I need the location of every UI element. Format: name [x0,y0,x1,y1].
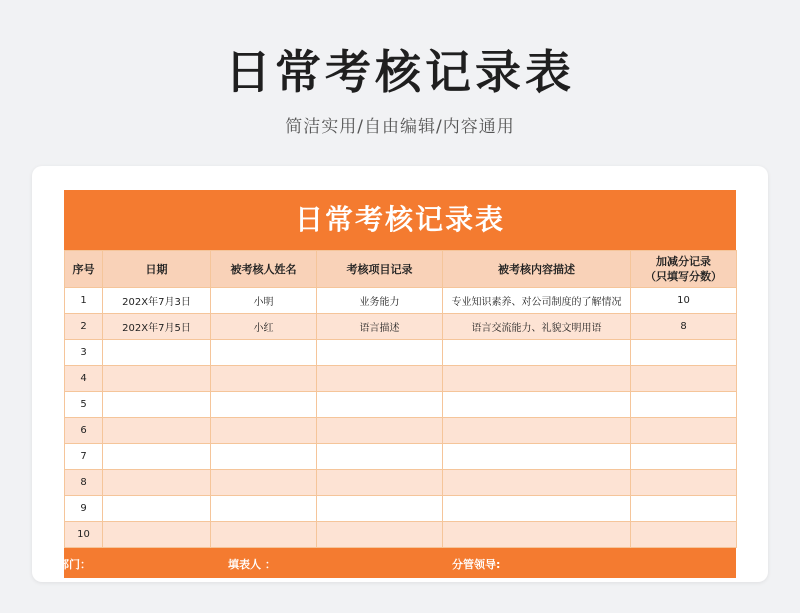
cell-description[interactable] [443,522,631,548]
cell-score[interactable] [631,392,737,418]
cell-date[interactable] [103,444,211,470]
cell-score[interactable] [631,444,737,470]
column-header-index: 序号 [65,251,103,288]
column-header-description: 被考核内容描述 [443,251,631,288]
table-row [65,366,737,392]
cell-description[interactable] [443,340,631,366]
cell-description[interactable] [443,496,631,522]
page-title: 日常考核记录表 [225,45,575,99]
cell-name[interactable] [211,522,317,548]
column-header-name: 被考核人姓名 [211,251,317,288]
cell-date[interactable] [103,522,211,548]
column-header-score: 加减分记录 （只填写分数） [631,251,737,288]
cell-score[interactable]: 8 [631,314,737,340]
footer-department-label: 部门： [58,558,91,571]
cell-description[interactable]: 语言交流能力、礼貌文明用语 [443,314,631,340]
cell-index[interactable]: 1 [65,288,103,314]
cell-item[interactable] [317,340,443,366]
cell-description[interactable] [443,366,631,392]
cell-item[interactable] [317,366,443,392]
cell-index[interactable]: 5 [65,392,103,418]
cell-date[interactable] [103,496,211,522]
page-subtitle: 简洁实用/自由编辑/内容通用 [285,117,515,137]
sheet-footer [58,548,736,578]
spreadsheet-preview [58,190,736,578]
table-row [65,496,737,522]
cell-index[interactable]: 2 [65,314,103,340]
cell-score[interactable] [631,470,737,496]
cell-description[interactable] [443,444,631,470]
table-row [65,314,737,340]
table-row [65,288,737,314]
cell-date[interactable] [103,392,211,418]
table-row [65,392,737,418]
column-header-item: 考核项目记录 [317,251,443,288]
table-row [65,340,737,366]
table-row [65,522,737,548]
cell-index[interactable]: 7 [65,444,103,470]
cell-name[interactable] [211,392,317,418]
cell-index[interactable]: 6 [65,418,103,444]
table-row [65,418,737,444]
cell-date[interactable]: 202X年7月3日 [103,288,211,314]
cell-score[interactable] [631,522,737,548]
cell-date[interactable] [103,340,211,366]
cell-score[interactable] [631,496,737,522]
sheet-banner-title: 日常考核记录表 [64,190,736,250]
cell-index[interactable]: 8 [65,470,103,496]
footer-supervisor-label: 分管领导: [452,558,501,571]
cell-score[interactable] [631,340,737,366]
cell-index[interactable]: 3 [65,340,103,366]
cell-item[interactable] [317,496,443,522]
cell-date[interactable] [103,470,211,496]
cell-score[interactable]: 10 [631,288,737,314]
preview-card [32,166,768,582]
cell-name[interactable]: 小红 [211,314,317,340]
cell-item[interactable] [317,392,443,418]
cell-index[interactable]: 4 [65,366,103,392]
cell-item[interactable]: 业务能力 [317,288,443,314]
cell-score[interactable] [631,366,737,392]
cell-date[interactable] [103,418,211,444]
cell-item[interactable] [317,522,443,548]
cell-item[interactable] [317,444,443,470]
cell-item[interactable] [317,470,443,496]
cell-index[interactable]: 9 [65,496,103,522]
cell-item[interactable]: 语言描述 [317,314,443,340]
column-header-date: 日期 [103,251,211,288]
cell-name[interactable] [211,470,317,496]
footer-filler-label: 填表人 ： [228,558,276,571]
table-body [65,288,737,548]
cell-item[interactable] [317,418,443,444]
cell-score[interactable] [631,418,737,444]
cell-index[interactable]: 10 [65,522,103,548]
cell-description[interactable] [443,392,631,418]
cell-name[interactable] [211,496,317,522]
table-header-row [65,251,737,288]
cell-name[interactable] [211,444,317,470]
cell-description[interactable] [443,418,631,444]
cell-name[interactable] [211,340,317,366]
cell-description[interactable]: 专业知识素养、对公司制度的了解情况 [443,288,631,314]
cell-name[interactable] [211,366,317,392]
cell-name[interactable] [211,418,317,444]
assessment-table [64,250,737,548]
cell-date[interactable] [103,366,211,392]
table-row [65,444,737,470]
cell-name[interactable]: 小明 [211,288,317,314]
table-row [65,470,737,496]
cell-date[interactable]: 202X年7月5日 [103,314,211,340]
cell-description[interactable] [443,470,631,496]
